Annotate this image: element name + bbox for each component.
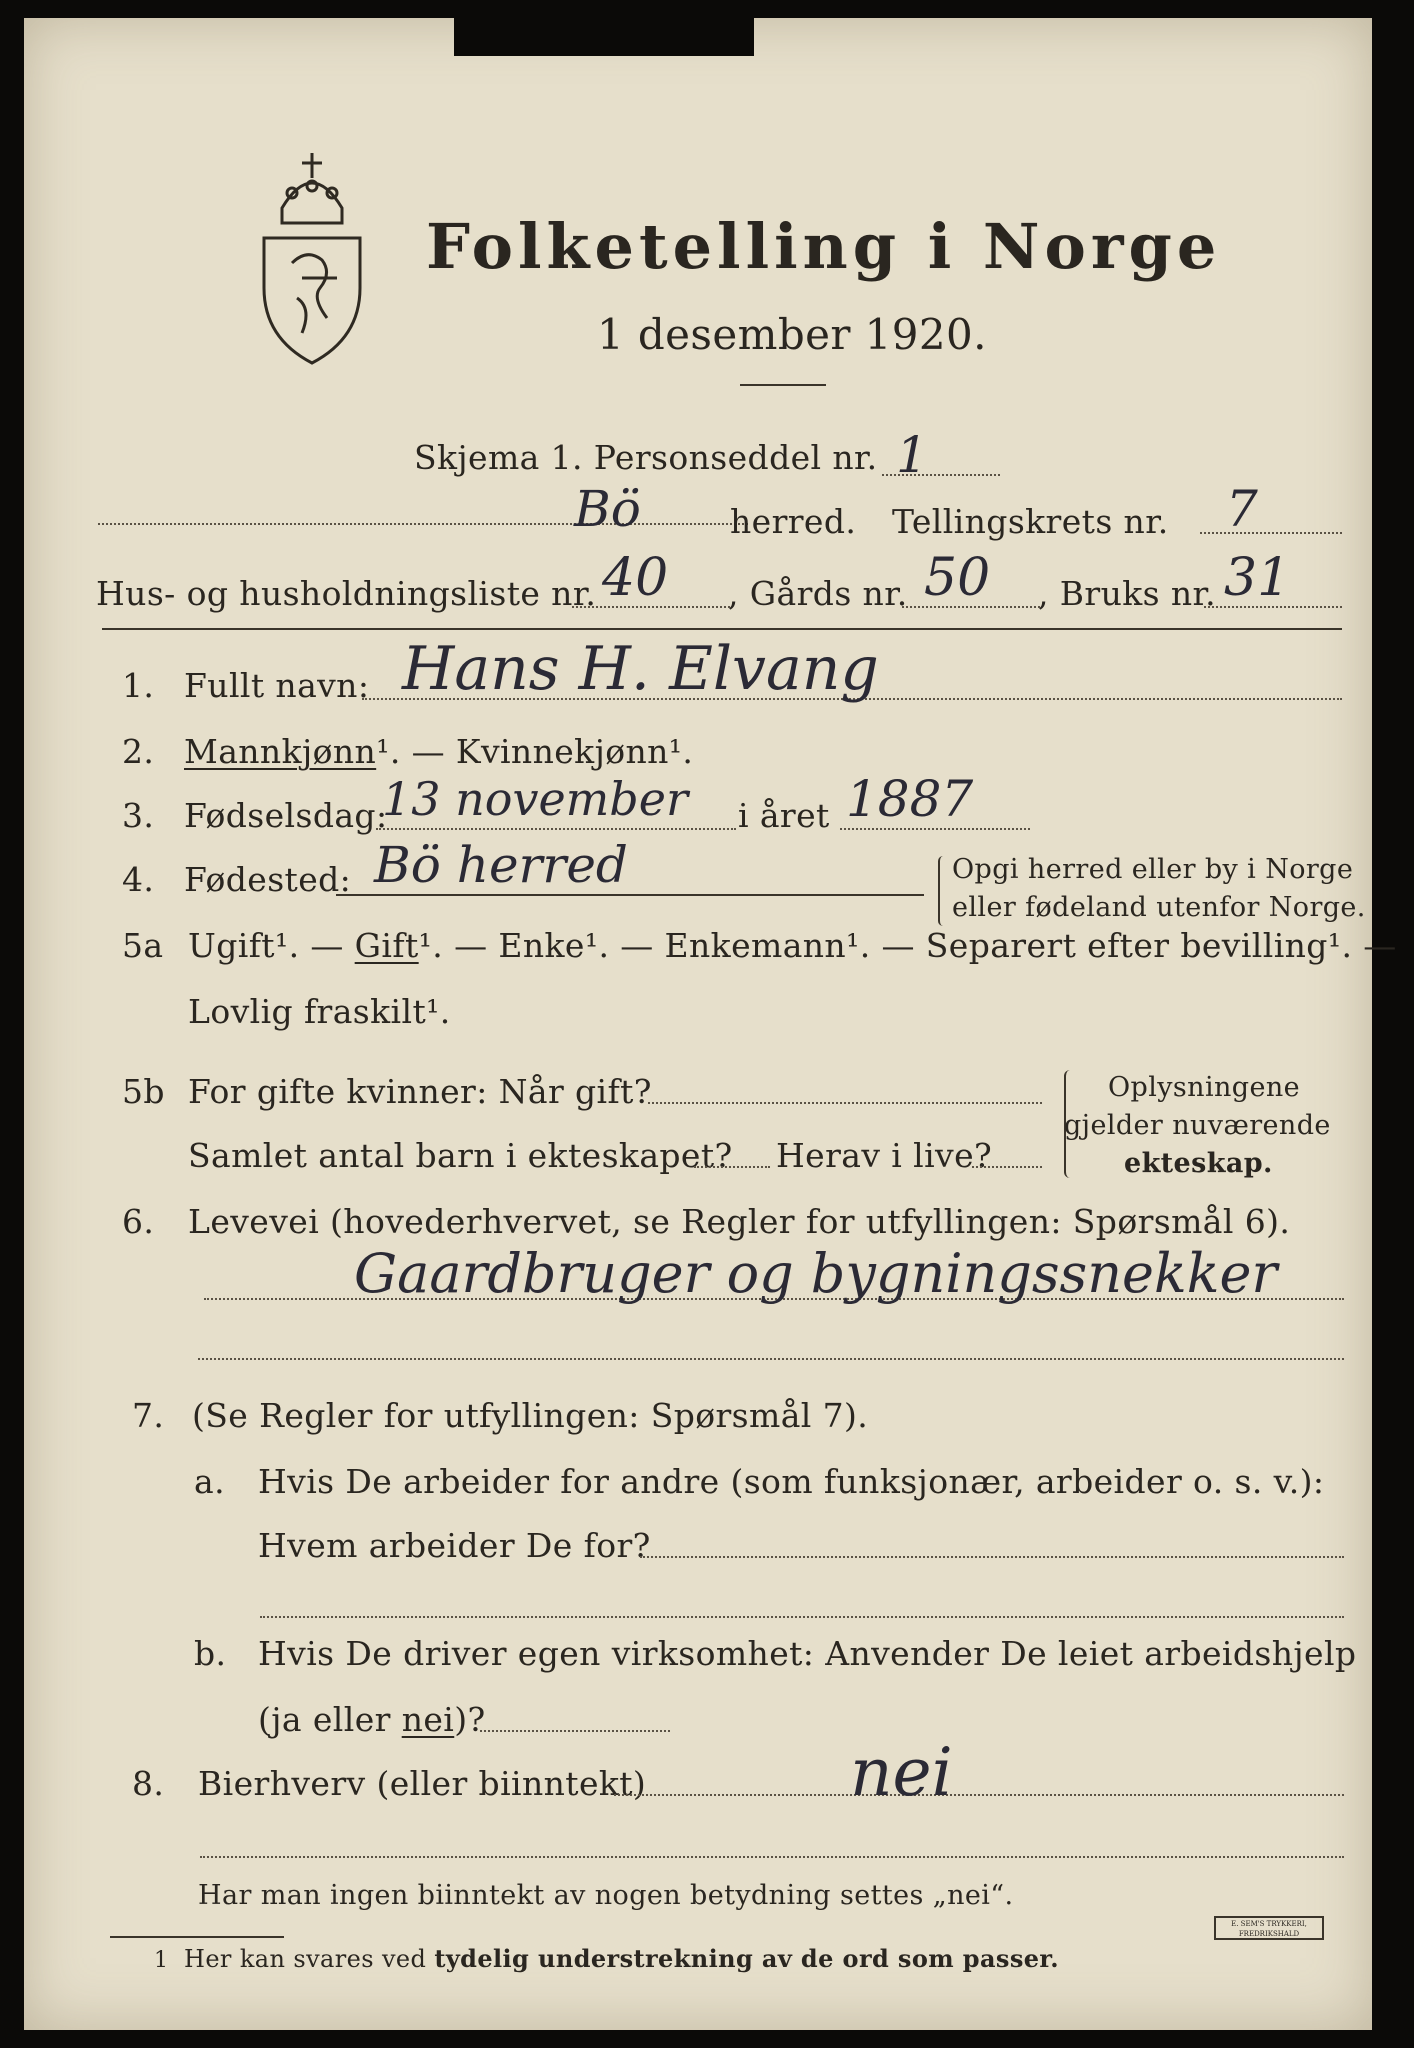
herred-dots bbox=[98, 523, 748, 525]
hus-label: Hus- og husholdningsliste nr. bbox=[96, 574, 597, 613]
q5b-children-alive: Herav i live? bbox=[776, 1136, 993, 1175]
q7b-answer-label bbox=[258, 1700, 486, 1739]
q7b-dots bbox=[480, 1730, 670, 1732]
printer-mark bbox=[1214, 1916, 1324, 1940]
header-rule bbox=[102, 628, 1342, 630]
footnote-rule bbox=[110, 1936, 284, 1938]
tellingskrets-nr: 7 bbox=[1226, 480, 1258, 538]
q7b-close: )? bbox=[454, 1700, 486, 1739]
tellingskrets-label: Tellingskrets nr. bbox=[892, 502, 1169, 541]
bruks-nr: 31 bbox=[1224, 548, 1291, 608]
q5b-note-line1: Oplysningene bbox=[1108, 1072, 1301, 1103]
q1-full-name: Hans H. Elvang bbox=[402, 634, 879, 704]
gards-nr: 50 bbox=[924, 548, 991, 608]
q5a-ugift: Ugift¹. — bbox=[188, 926, 355, 965]
q8-dots-1 bbox=[614, 1794, 1344, 1796]
footnote-text bbox=[184, 1944, 1059, 1973]
printer-mark-text: E. SEM'S TRYKKERI, FREDRIKSHALD bbox=[1231, 1920, 1307, 1938]
q8-label: Bierhverv (eller biinntekt) bbox=[198, 1764, 647, 1803]
q3-dots bbox=[376, 828, 736, 830]
q7b-ja: (ja eller bbox=[258, 1700, 402, 1739]
q5a-gift-underlined: Gift bbox=[354, 926, 419, 965]
tellingskrets-dots bbox=[1200, 532, 1342, 534]
footnote-mark: 1 bbox=[154, 1948, 169, 1973]
q4-line bbox=[336, 894, 924, 896]
q4-birthplace: Bö herred bbox=[374, 836, 628, 894]
census-form-sheet bbox=[24, 18, 1397, 2030]
q6-dots-2 bbox=[198, 1358, 1344, 1360]
q5b-number: 5b bbox=[122, 1072, 165, 1111]
footnote-text-plain: Her kan svares ved bbox=[184, 1945, 435, 1973]
q5b-children-total: Samlet antal barn i ekteskapet? bbox=[188, 1136, 733, 1175]
q5a-options bbox=[188, 926, 1397, 965]
q5a-line2: Lovlig fraskilt¹. bbox=[188, 992, 451, 1031]
q6-number: 6. bbox=[122, 1202, 155, 1241]
q4-label: Fødested: bbox=[184, 860, 352, 899]
q7a-label: Hvis De arbeider for andre (som funksjonær, arbeider o. s. v.): bbox=[258, 1462, 1325, 1501]
q7b-nei-underlined: nei bbox=[401, 1700, 455, 1739]
herred-label: herred. bbox=[730, 502, 857, 541]
q7a-employer-label: Hvem arbeider De for? bbox=[258, 1526, 651, 1565]
q7a-letter: a. bbox=[194, 1462, 225, 1501]
form-date: 1 desember 1920. bbox=[597, 310, 987, 359]
q2-male-underlined: Mannkjønn bbox=[184, 732, 377, 771]
form-title: Folketelling i Norge bbox=[426, 210, 1222, 283]
q8-number: 8. bbox=[132, 1764, 165, 1803]
q6-label: Levevei (hovederhvervet, se Regler for utfyllingen: Spørsmål 6). bbox=[188, 1202, 1291, 1241]
q3-birth-day: 13 november bbox=[382, 772, 688, 826]
q7a-employer-dots bbox=[640, 1556, 1344, 1558]
q8-note: Har man ingen biinntekt av nogen betydning settes „nei“. bbox=[198, 1880, 1014, 1911]
title-rule bbox=[740, 384, 826, 386]
q8-dots-2 bbox=[200, 1856, 1344, 1858]
q7b-letter: b. bbox=[194, 1634, 227, 1673]
q1-label: Fullt navn: bbox=[184, 666, 370, 705]
q4-note-line2: eller fødeland utenfor Norge. bbox=[952, 892, 1366, 923]
herred-value: Bö bbox=[574, 480, 641, 538]
q5b-when-married: For gifte kvinner: Når gift? bbox=[188, 1072, 652, 1111]
q4-number: 4. bbox=[122, 860, 155, 899]
q5a-number: 5a bbox=[122, 926, 164, 965]
q5b-note-line3: ekteskap. bbox=[1124, 1148, 1273, 1179]
q3-year-label: i året bbox=[738, 796, 830, 835]
torn-edge bbox=[454, 16, 754, 56]
coat-of-arms-icon bbox=[252, 148, 372, 368]
q5a-rest: ¹. — Enke¹. — Enkemann¹. — Separert efter bevilling¹. — bbox=[418, 926, 1397, 965]
q2-number: 2. bbox=[122, 732, 155, 771]
footnote-text-bold: tydelig understrekning av de ord som passer. bbox=[434, 1944, 1060, 1973]
q2-male-option bbox=[184, 732, 693, 771]
gards-label: , Gårds nr. bbox=[728, 574, 908, 613]
q3-year-dots bbox=[840, 828, 1030, 830]
hus-nr: 40 bbox=[602, 548, 669, 608]
q3-number: 3. bbox=[122, 796, 155, 835]
q3-birth-year: 1887 bbox=[846, 770, 974, 828]
q7-label: (Se Regler for utfyllingen: Spørsmål 7). bbox=[192, 1396, 869, 1435]
q1-number: 1. bbox=[122, 666, 155, 705]
q5b-when-dots bbox=[648, 1102, 1042, 1104]
q2-female-option: ¹. — Kvinnekjønn¹. bbox=[376, 732, 694, 771]
q4-note-brace bbox=[938, 856, 948, 926]
q7a-employer-dots-2 bbox=[260, 1616, 1344, 1618]
q7-number: 7. bbox=[132, 1396, 165, 1435]
schema-label: Skjema 1. Personseddel nr. bbox=[414, 438, 878, 477]
q6-occupation: Gaardbruger og bygningssnekker bbox=[354, 1242, 1278, 1305]
q3-label: Fødselsdag: bbox=[184, 796, 388, 835]
q4-note-line1: Opgi herred eller by i Norge bbox=[952, 854, 1354, 885]
q8-side-income: nei bbox=[850, 1734, 953, 1811]
q5b-children-dots bbox=[694, 1166, 770, 1168]
q7b-label: Hvis De driver egen virksomhet: Anvender De leiet arbeidshjelp bbox=[258, 1634, 1357, 1673]
personseddel-nr: 1 bbox=[896, 426, 928, 484]
bruks-label: , Bruks nr. bbox=[1038, 574, 1216, 613]
q5b-alive-dots bbox=[972, 1166, 1042, 1168]
q5b-note-line2: gjelder nuværende bbox=[1064, 1110, 1331, 1141]
